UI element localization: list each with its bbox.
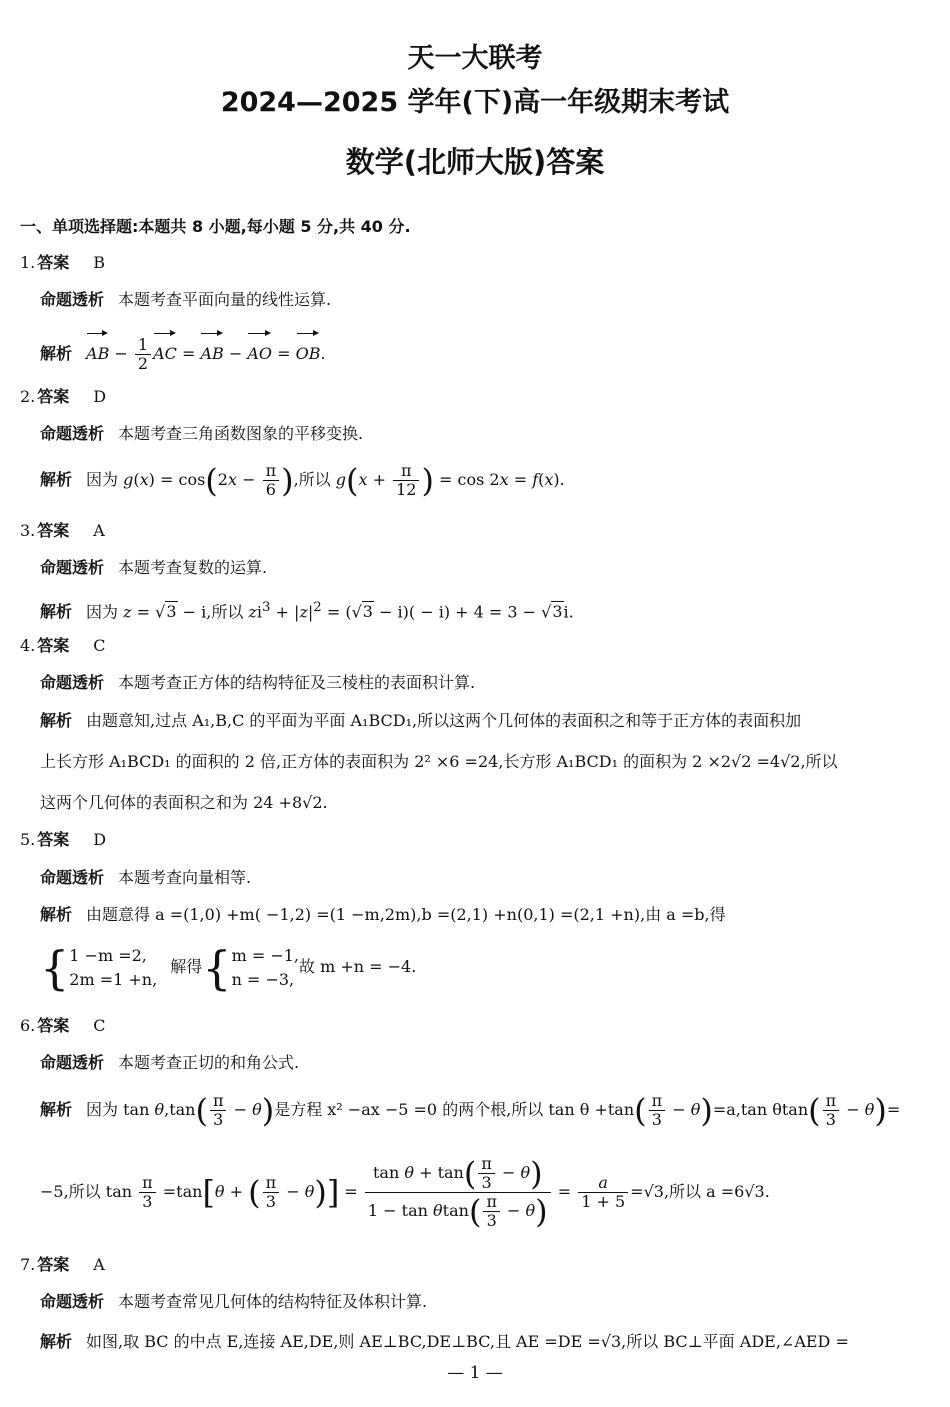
q6-analysis-line2: −5,所以 tan $\frac{\pi}{3}$ =tan[θ + ( $\frac{\pi}{3}$ − θ)] = tan θ + tan( $\frac{\pi}{3}$ − θ) 1 − tan θtan( $\frac{\pi}{3}$ − θ) = $\frac{a}{1 + 5}$ =√3,所以 a =6√3. bbox=[40, 1154, 770, 1231]
q3-analysis-line: 解析 因为 z = √3 − i,所以 $zi^3 + |z|^2 = (√3 - i)( - i) + 4 = 3 - √3i$. bbox=[40, 600, 574, 622]
q3-answer-line: 3. 答案 A bbox=[20, 521, 105, 540]
q1-answer-line: 1. 答案 B bbox=[20, 253, 106, 272]
q2-analysis-line: 解析 因为 g(x) = cos(2x − $\frac{\pi}{6}$ ),所以 g(x + $\frac{\pi}{12}$ ) = cos 2x = f(x). bbox=[40, 461, 565, 500]
q3-topic-line: 命题透析 本题考查复数的运算. bbox=[40, 558, 268, 577]
q1-answer: B bbox=[93, 253, 106, 272]
q1-analysis-line: 解析 AB − $\frac{1}{2}$ AC = AB − AO = OB. bbox=[40, 330, 326, 373]
q4-analysis-line1: 解析 由题意知,过点 A₁,B,C 的平面为平面 A₁BCD₁,所以这两个几何体的表面积之和等于正方体的表面积加 bbox=[40, 711, 802, 730]
q5-answer: D bbox=[93, 830, 107, 849]
q5-analysis-line1: 解析 由题意得 a =(1,0) +m( −1,2) =(1 −m,2m),b =(2,1) +n(0,1) =(2,1 +n),由 a =b,得 bbox=[40, 905, 726, 924]
q3-answer: A bbox=[93, 521, 105, 540]
section-heading: 一、单项选择题:本题共 8 小题,每小题 5 分,共 40 分. bbox=[20, 217, 411, 236]
q7-analysis-line1: 解析 如图,取 BC 的中点 E,连接 AE,DE,则 AE⊥BC,DE⊥BC,且 AE =DE =√3,所以 BC⊥平面 ADE,∠AED = bbox=[40, 1332, 849, 1351]
q6-analysis-line1: 解析 因为 tan θ,tan( $\frac{\pi}{3}$ − θ)是方程 x² −ax −5 =0 的两个根,所以 tan θ +tan( $\frac{\pi}{3}$ − θ)=a,tan θtan( $\frac{\pi}{3}$ − θ)= bbox=[40, 1091, 901, 1130]
q2-answer: D bbox=[93, 387, 107, 406]
q7-topic-line: 命题透析 本题考查常见几何体的结构特征及体积计算. bbox=[40, 1292, 428, 1311]
q7-answer: A bbox=[93, 1255, 105, 1274]
q7-answer-line: 7. 答案 A bbox=[20, 1255, 105, 1274]
header-exam: 2024—2025 学年(下)高一年级期末考试 bbox=[220, 87, 730, 118]
q4-answer: C bbox=[93, 636, 106, 655]
q6-answer: C bbox=[93, 1016, 106, 1035]
q4-analysis-line2: 上长方形 A₁BCD₁ 的面积的 2 倍,正方体的表面积为 2² ×6 =24,长方形 A₁BCD₁ 的面积为 2 ×2√2 =4√2,所以 bbox=[40, 752, 838, 771]
q1-topic-line: 命题透析 本题考查平面向量的线性运算. bbox=[40, 290, 332, 309]
q6-answer-line: 6. 答案 C bbox=[20, 1016, 106, 1035]
header-subject: 数学(北师大版)答案 bbox=[345, 145, 605, 179]
q4-answer-line: 4. 答案 C bbox=[20, 636, 106, 655]
q2-answer-line: 2. 答案 D bbox=[20, 387, 107, 406]
q2-topic-line: 命题透析 本题考查三角函数图象的平移变换. bbox=[40, 424, 364, 443]
q4-analysis-line3: 这两个几何体的表面积之和为 24 +8√2. bbox=[40, 793, 328, 812]
header-org: 天一大联考 bbox=[407, 43, 543, 74]
q4-topic-line: 命题透析 本题考查正方体的结构特征及三棱柱的表面积计算. bbox=[40, 673, 476, 692]
q6-topic-line: 命题透析 本题考查正切的和角公式. bbox=[40, 1053, 300, 1072]
q5-topic-line: 命题透析 本题考查向量相等. bbox=[40, 868, 252, 887]
q5-answer-line: 5. 答案 D bbox=[20, 830, 107, 849]
page-number: — 1 — bbox=[447, 1363, 503, 1383]
q5-analysis-line2: { 1 −m =2, 2m =1 +n, 解得{ m = −1, n = −3, 故 m +n = −4. bbox=[40, 940, 417, 995]
